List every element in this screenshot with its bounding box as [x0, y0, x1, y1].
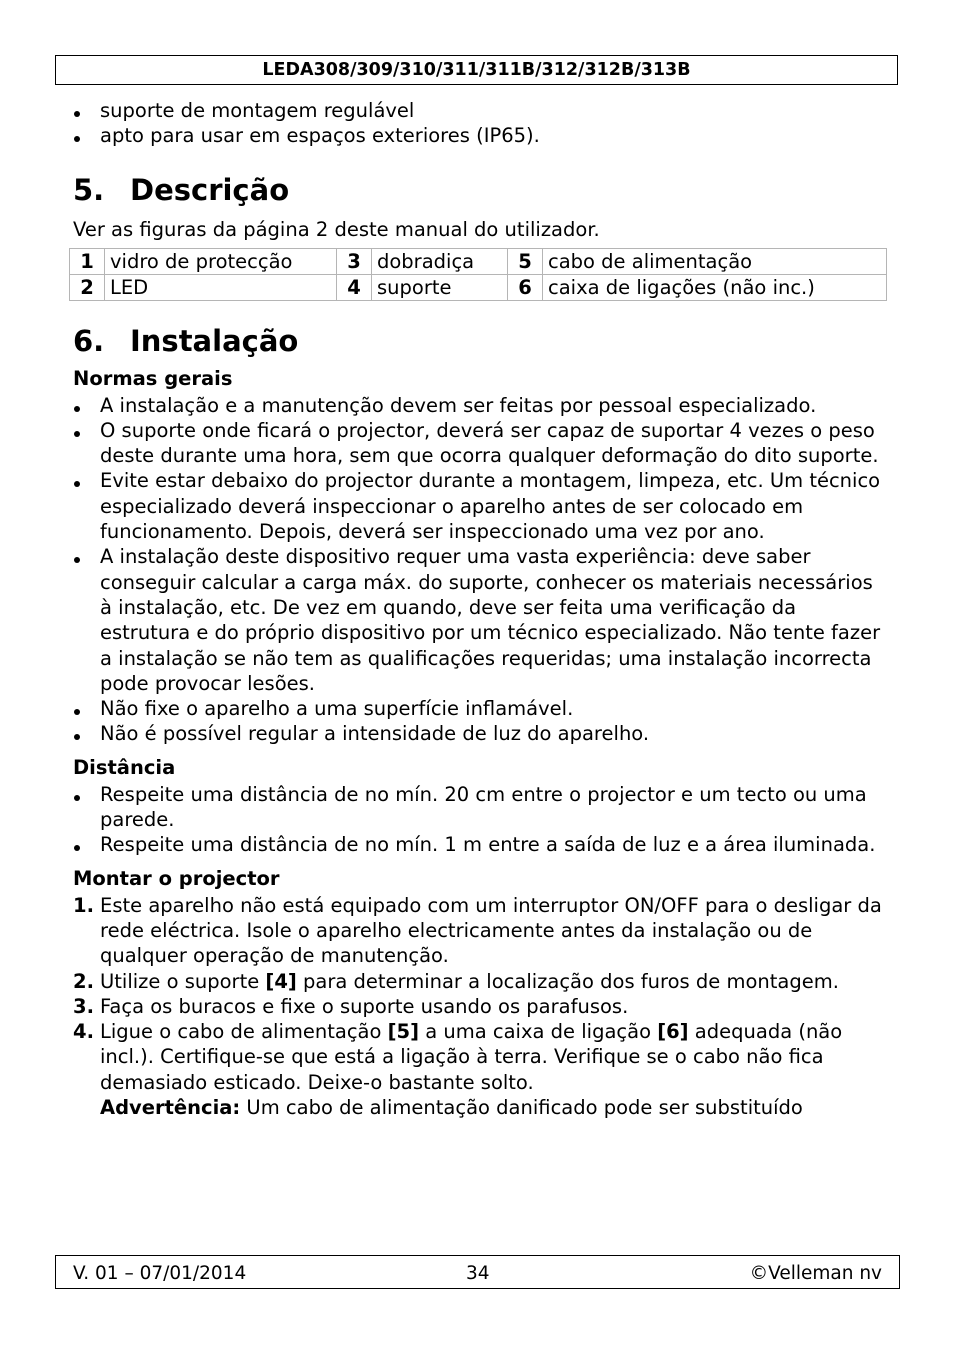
section-number: 5.	[73, 172, 105, 207]
list-item: Não fixe o aparelho a uma superfície inflamável.	[73, 696, 888, 721]
list-item: Não é possível regular a intensidade de luz do aparelho.	[73, 721, 888, 746]
list-item: Respeite uma distância de no mín. 20 cm entre o projector e um tecto ou uma parede.	[73, 782, 888, 833]
part-label: suporte	[372, 274, 508, 300]
subheading-distance: Distância	[73, 755, 176, 779]
mount-steps-list	[73, 893, 888, 1121]
list-item: Respeite uma distância de no mín. 1 m entre a saída de luz e a área iluminada.	[73, 832, 888, 857]
part-reference: [6]	[657, 1020, 689, 1044]
document-header	[55, 55, 898, 85]
step-text: adequada (não incl.). Certifique-se que está a ligação à terra. Verifique se o cabo não fica demasiado esticado. Deixe-o bastante solto.	[100, 1020, 843, 1094]
copyright: ©Velleman nv	[749, 1263, 882, 1284]
part-label: caixa de ligações (não inc.)	[543, 274, 887, 300]
part-number: 6	[508, 274, 543, 300]
part-number: 1	[70, 248, 105, 274]
step-number: 3.	[73, 994, 94, 1018]
model-title: LEDA308/309/310/311/311B/312/312B/313B	[262, 60, 691, 80]
section-heading-description	[73, 173, 888, 207]
distance-list	[73, 782, 888, 858]
list-item	[73, 994, 888, 1019]
table-row	[70, 248, 887, 274]
feature-list	[73, 98, 888, 149]
step-number: 1.	[73, 893, 94, 917]
list-item	[73, 969, 888, 994]
version-date: V. 01 – 07/01/2014	[73, 1263, 247, 1284]
step-number: 4.	[73, 1020, 94, 1044]
subheading-mount: Montar o projector	[73, 866, 280, 890]
list-item: apto para usar em espaços exteriores (IP65).	[73, 123, 888, 148]
section-number: 6.	[73, 323, 105, 358]
part-number: 4	[337, 274, 372, 300]
document-footer	[55, 1255, 900, 1289]
list-item: O suporte onde ficará o projector, deverá ser capaz de suportar 4 vezes o peso deste durante uma hora, sem que ocorra qualquer deformação do dito suporte.	[73, 418, 888, 469]
part-label: cabo de alimentação	[543, 248, 887, 274]
step-text: Faça os buracos e fixe o suporte usando os parafusos.	[100, 994, 629, 1018]
step-text: para determinar a localização dos furos de montagem.	[296, 969, 839, 993]
page-number: 34	[466, 1263, 490, 1284]
part-reference: [5]	[387, 1020, 420, 1044]
part-number: 3	[337, 248, 372, 274]
warning-text: Um cabo de alimentação danificado pode ser substituído	[240, 1096, 803, 1120]
part-label: vidro de protecção	[105, 248, 337, 274]
part-number: 5	[508, 248, 543, 274]
section-heading-installation	[73, 324, 888, 358]
warning-label: Advertência:	[100, 1096, 241, 1120]
list-item: suporte de montagem regulável	[73, 98, 888, 123]
table-row	[70, 274, 887, 300]
step-text: Este aparelho não está equipado com um interruptor ON/OFF para o desligar da rede eléctrica. Isole o aparelho electricamente antes da instalação ou de qualquer operação de manutenção.	[100, 893, 882, 968]
list-item	[73, 1019, 888, 1120]
general-rules-list	[73, 393, 888, 747]
part-label: dobradiça	[372, 248, 508, 274]
part-number: 2	[70, 274, 105, 300]
part-reference: [4]	[265, 969, 297, 993]
list-item: A instalação deste dispositivo requer uma vasta experiência: deve saber conseguir calcular a carga máx. do suporte, conhecer os materiais necessários à instalação, etc. De vez em quando, deve ser feita uma verificação da estrutura e do próprio dispositivo por um técnico especializado. Não tente fazer a instalação se não tem as qualificações requeridas; uma instalação incorrecta pode provocar lesões.	[73, 544, 888, 696]
description-intro: Ver as figuras da página 2 deste manual do utilizador.	[73, 217, 600, 241]
step-text: a uma caixa de ligação	[419, 1020, 658, 1044]
parts-table	[69, 248, 887, 301]
subheading-general: Normas gerais	[73, 366, 233, 390]
list-item	[73, 893, 888, 969]
section-title: Descrição	[130, 172, 290, 207]
step-number: 2.	[73, 969, 94, 993]
step-text: Utilize o suporte	[100, 969, 266, 993]
list-item: A instalação e a manutenção devem ser feitas por pessoal especializado.	[73, 393, 888, 418]
section-title: Instalação	[130, 323, 299, 358]
list-item: Evite estar debaixo do projector durante a montagem, limpeza, etc. Um técnico especializado deverá inspeccionar o aparelho antes de ser colocado em funcionamento. Depois, deverá ser inspeccionado uma vez por ano.	[73, 468, 888, 544]
page-content	[73, 98, 888, 1120]
step-text: Ligue o cabo de alimentação	[100, 1020, 388, 1044]
part-label: LED	[105, 274, 337, 300]
